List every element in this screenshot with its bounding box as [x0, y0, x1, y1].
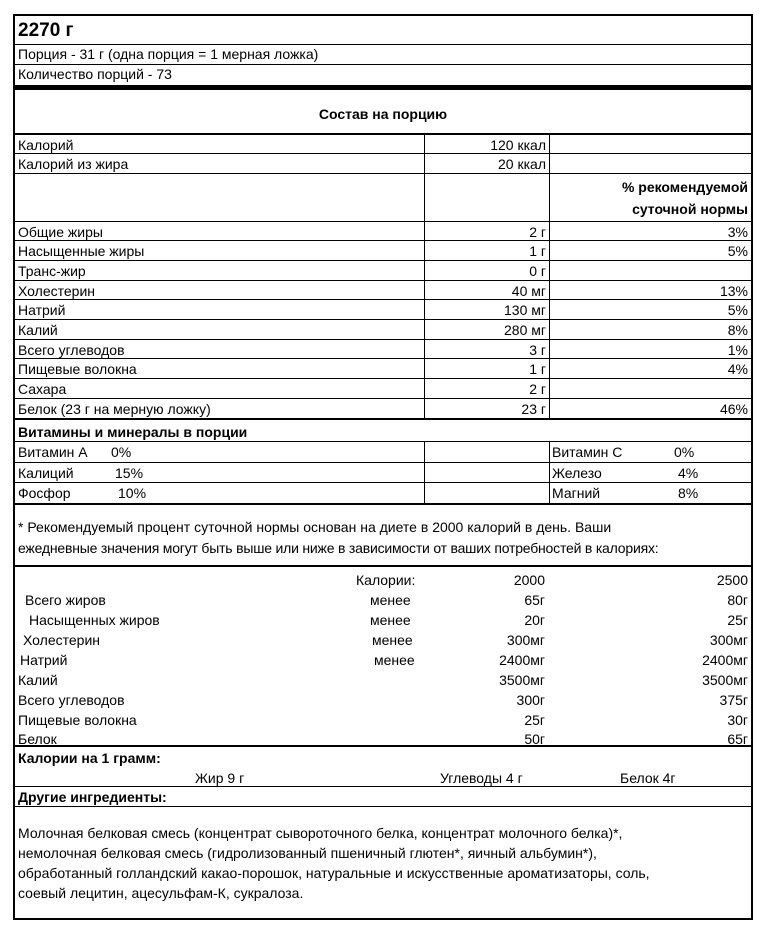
reference-row-2000: 2400мг	[499, 652, 545, 668]
nutrient-name: Сахара	[18, 381, 67, 397]
fat-calories-label: Калорий из жира	[18, 156, 129, 172]
nutrient-name: Насыщенные жиры	[18, 243, 145, 259]
reference-row-2500: 3500мг	[702, 672, 748, 688]
reference-row-name: Насыщенных жиров	[29, 612, 160, 628]
nutrient-dv: 4%	[727, 361, 748, 377]
vitamin-value: 0%	[111, 444, 132, 460]
calories-per-gram-block	[15, 745, 751, 786]
serving-size-row	[15, 44, 751, 64]
calories-row	[15, 133, 751, 153]
vitamin-value: 0%	[674, 444, 695, 460]
nutrition-label	[13, 14, 753, 920]
vitamins-title: Витамины и минералы в порции	[18, 424, 248, 440]
vitamin-row	[15, 441, 751, 462]
nutrient-row	[15, 319, 751, 339]
reference-table	[15, 565, 751, 745]
vitamin-value: 15%	[115, 465, 144, 481]
vitamin-value: 8%	[678, 485, 699, 501]
nutrient-dv: 46%	[719, 401, 748, 417]
reference-row-name: Всего жиров	[25, 592, 106, 608]
vitamin-value: 10%	[118, 485, 147, 501]
calories-label: Калорий	[18, 137, 74, 153]
footnote-block	[15, 503, 751, 565]
nutrient-name: Общие жиры	[18, 224, 103, 240]
ingredients-title: Другие ингредиенты:	[18, 789, 167, 805]
nutrient-row	[15, 339, 751, 358]
footnote-line: * Рекомендуемый процент суточной нормы основан на диете в 2000 калорий в день. Ваши	[18, 519, 612, 535]
composition-title: Состав на порцию	[318, 106, 448, 122]
nutrient-amount: 23 г	[521, 401, 546, 417]
nutrient-dv: 8%	[727, 322, 748, 338]
nutrient-amount: 1 г	[529, 361, 546, 377]
nutrient-amount: 0 г	[529, 263, 546, 279]
vitamin-name: Витамин А	[18, 444, 88, 460]
reference-row-2000: 65г	[524, 592, 545, 608]
nutrient-row	[15, 299, 751, 319]
nutrient-name: Натрий	[18, 302, 66, 318]
nutrient-dv: 5%	[727, 302, 748, 318]
vitamin-name: Магний	[552, 485, 601, 501]
reference-row-2500: 30г	[727, 712, 748, 728]
reference-row-name: Всего углеводов	[18, 692, 125, 708]
ingredients-line: соевый лецитин, ацесульфам-К, сукралоза.	[18, 885, 304, 901]
nutrient-amount: 2 г	[529, 224, 546, 240]
nutrient-name: Белок (23 г на мерную ложку)	[18, 401, 211, 417]
ingredients-line: Молочная белковая смесь (концентрат сывороточного белка, концентрат молочного белка)*,	[18, 825, 623, 841]
footnote-line: ежедневные значения могут быть выше или ниже в зависимости от ваших потребностей в калориях:	[18, 540, 659, 556]
nutrient-amount: 1 г	[529, 243, 546, 259]
nutrient-amount: 40 мг	[511, 283, 546, 299]
vitamin-name: Железо	[552, 465, 602, 481]
reference-row-2500: 375г	[719, 692, 748, 708]
nutrient-amount: 280 мг	[504, 322, 546, 338]
ingredients-block	[15, 806, 751, 918]
reference-row-2500: 65г	[727, 731, 748, 747]
nutrient-row	[15, 378, 751, 398]
servings-count-row	[15, 64, 751, 85]
reference-row-2000: 50г	[524, 731, 545, 747]
reference-row-name: Пищевые волокна	[18, 712, 137, 728]
dv-header-row	[15, 173, 751, 221]
nutrient-dv: 13%	[719, 283, 748, 299]
reference-row-qualifier: менее	[372, 632, 413, 648]
nutrient-dv: 5%	[727, 243, 748, 259]
reference-calories-label: Калории:	[356, 572, 416, 588]
nutrient-dv: 1%	[727, 342, 748, 358]
nutrient-name: Пищевые волокна	[18, 361, 137, 377]
reference-row-name: Белок	[18, 731, 57, 747]
ingredients-line: обработанный голландский какао-порошок, натуральные и искусственные ароматизаторы, соль,	[18, 865, 650, 881]
reference-row-2500: 25г	[727, 612, 748, 628]
dv-header-line1: % рекомендуемой	[621, 179, 748, 195]
calories-per-gram-title: Калории на 1 грамм:	[18, 750, 161, 766]
nutrient-dv: 3%	[727, 224, 748, 240]
nutrient-row	[15, 358, 751, 378]
reference-row-2000: 20г	[524, 612, 545, 628]
vitamins-title-row	[15, 418, 751, 441]
nutrient-row	[15, 260, 751, 280]
calories-amount: 120 ккал	[490, 137, 546, 153]
nutrient-row	[15, 221, 751, 240]
reference-row-qualifier: менее	[370, 592, 411, 608]
serving-size: Порция - 31 г (одна порция = 1 мерная ложка)	[18, 46, 319, 62]
reference-row-2500: 80г	[727, 592, 748, 608]
reference-row-name: Холестерин	[23, 632, 100, 648]
fat-calories-amount: 20 ккал	[498, 156, 546, 172]
reference-row-2500: 2400мг	[702, 652, 748, 668]
nutrient-name: Холестерин	[18, 283, 95, 299]
fat-calories-row	[15, 153, 751, 173]
ingredients-line: немолочная белковая смесь (гидролизованный пшеничный глютен*, яичный альбумин*),	[18, 845, 597, 861]
nutrient-name: Калий	[18, 322, 58, 338]
calories-per-gram-protein: Белок 4г	[620, 770, 676, 786]
dv-header-line2: суточной нормы	[632, 201, 748, 217]
nutrient-name: Транс-жир	[18, 263, 86, 279]
calories-per-gram-fat: Жир 9 г	[195, 770, 245, 786]
reference-row-qualifier: менее	[370, 612, 411, 628]
vitamin-row	[15, 482, 751, 503]
reference-row-name: Калий	[18, 672, 58, 688]
calories-per-gram-carbs: Углеводы 4 г	[440, 770, 523, 786]
ingredients-title-row	[15, 786, 751, 806]
nutrient-row	[15, 398, 751, 418]
weight-row	[15, 16, 751, 44]
composition-title-row	[15, 85, 751, 133]
nutrient-amount: 3 г	[529, 342, 546, 358]
vitamin-name: Витамин С	[552, 444, 623, 460]
reference-col-2500: 2500	[716, 572, 748, 588]
product-weight: 2270 г	[18, 20, 74, 41]
reference-row-2000: 300г	[516, 692, 545, 708]
reference-row-2000: 300мг	[506, 632, 545, 648]
reference-col-2000: 2000	[513, 572, 545, 588]
nutrient-row	[15, 240, 751, 260]
servings-count: Количество порций - 73	[18, 66, 172, 82]
reference-row-2000: 3500мг	[499, 672, 545, 688]
nutrient-amount: 130 мг	[504, 302, 546, 318]
vitamin-name: Калиций	[18, 465, 74, 481]
reference-row-name: Натрий	[20, 652, 68, 668]
nutrient-name: Всего углеводов	[18, 342, 125, 358]
nutrient-amount: 2 г	[529, 381, 546, 397]
reference-row-2000: 25г	[524, 712, 545, 728]
vitamin-row	[15, 462, 751, 482]
reference-row-2500: 300мг	[709, 632, 748, 648]
vitamin-name: Фосфор	[18, 485, 71, 501]
nutrient-row	[15, 280, 751, 299]
reference-row-qualifier: менее	[374, 652, 415, 668]
vitamin-value: 4%	[678, 465, 699, 481]
